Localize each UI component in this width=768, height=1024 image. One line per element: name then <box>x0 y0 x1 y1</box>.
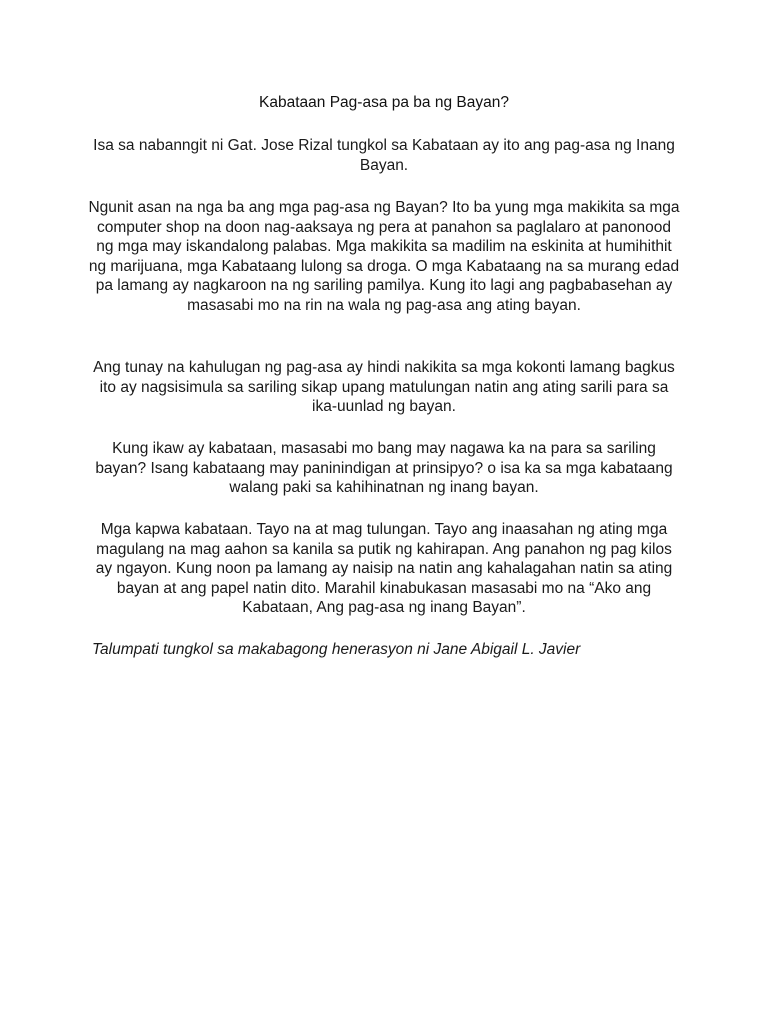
paragraph-3: Ang tunay na kahulugan ng pag-asa ay hindi nakikita sa mga kokonti lamang bagkus ito ay nagsisimula sa sariling sikap upang matulungan natin ang ating sarili para sa ika-uunlad ng bayan. <box>93 359 675 415</box>
document-title: Kabataan Pag-asa pa ba ng Bayan? <box>259 94 509 111</box>
paragraph-1: Isa sa nabanngit ni Gat. Jose Rizal tungkol sa Kabataan ay ito ang pag-asa ng Inang Bayan. <box>93 137 675 174</box>
paragraph-2: Ngunit asan na nga ba ang mga pag-asa ng Bayan? Ito ba yung mga makikita sa mga computer shop na doon nag-aaksaya ng pera at panahon sa paglalaro at panonood ng mga may iskandalong palabas. Mga makikita sa madilim na eskinita at humihithit ng marijuana, mga Kabataang lulong sa droga. O mga Kabataang na sa murang edad pa lamang ay nagkaroon na ng sariling pamilya. Kung ito lagi ang pagbabasehan ay masasabi mo na rin na wala ng pag-asa ang ating bayan. <box>88 199 680 314</box>
paragraph-5: Mga kapwa kabataan. Tayo na at mag tulungan. Tayo ang inaasahan ng ating mga magulang na mag aahon sa kanila sa putik ng kahirapan. Ang panahon ng pag kilos ay ngayon. Kung noon pa lamang ay naisip na natin ang kahalagahan natin sa ating bayan at ang papel natin dito. Marahil kinabukasan masasabi mo na “Ako ang Kabataan, Ang pag-asa ng inang Bayan”. <box>95 521 673 616</box>
paragraph-4: Kung ikaw ay kabataan, masasabi mo bang may nagawa ka na para sa sariling bayan? Isang kabataang may paninindigan at prinsipyo? o isa ka sa mga kabataang walang paki sa kahihinatnan ng inang bayan. <box>95 440 673 496</box>
author-signature-line: Talumpati tungkol sa makabagong henerasyon ni Jane Abigail L. Javier <box>92 641 581 658</box>
